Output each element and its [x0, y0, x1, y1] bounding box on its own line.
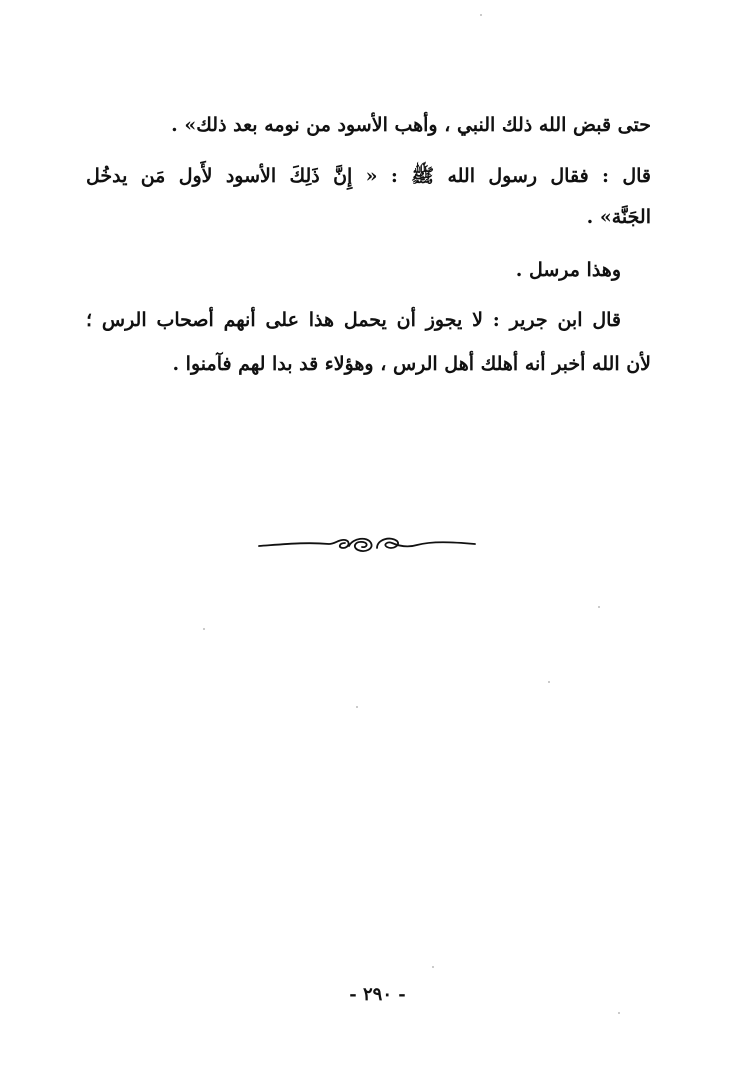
text-line-1: حتى قبض الله ذلك النبي ، وأهب الأسود من نومه بعد ذلك» . — [171, 114, 651, 136]
paper-speck — [618, 1012, 620, 1014]
paper-speck — [432, 966, 434, 968]
page-number: - ٢٩٠ - — [349, 984, 406, 1005]
paper-speck — [480, 14, 482, 16]
text-line-3: الجَنَّة» . — [586, 206, 651, 228]
text-line-4: وهذا مرسل . — [515, 259, 621, 281]
paper-speck — [203, 628, 205, 630]
paper-speck — [598, 606, 600, 608]
paper-speck — [356, 706, 358, 708]
decorative-flourish-icon — [257, 530, 477, 560]
text-line-2: قال : فقال رسول الله ﷺ : « إِنَّ ذَلِكَ الأسود لأَول مَن يدخُل — [86, 165, 651, 187]
text-line-6: لأن الله أخبر أنه أهلك أهل الرس ، وهؤلاء قد بدا لهم فآمنوا . — [172, 353, 651, 375]
paper-speck — [548, 681, 550, 683]
text-line-5: قال ابن جرير : لا يجوز أن يحمل هذا على أنهم أصحاب الرس ؛ — [86, 309, 621, 331]
